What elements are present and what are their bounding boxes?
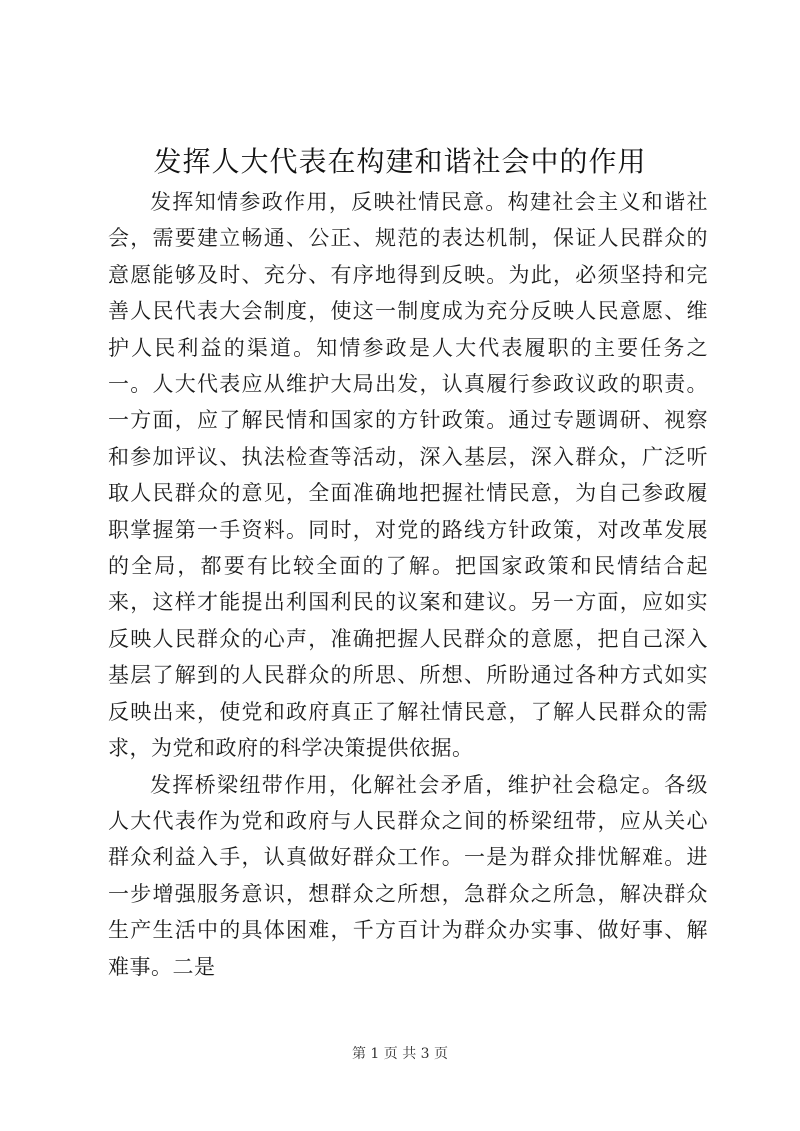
page-number-footer: 第 1 页 共 3 页 — [351, 1046, 449, 1062]
paragraph-2: 发挥桥梁纽带作用，化解社会矛盾，维护社会稳定。各级人大代表作为党和政府与人民群众之间的桥梁纽带，应从关心群众利益入手，认真做好群众工作。一是为群众排忧解难。进一步增强服务意识，想群众之所想，急群众之所急，解决群众生产生活中的具体困难，千方百计为群众办实事、做好事、解难事。二是 — [108, 772, 708, 979]
document-title: 发挥人大代表在构建和谐社会中的作用 — [153, 145, 647, 178]
document-body — [108, 184, 708, 985]
paragraph-1: 发挥知情参政作用，反映社情民意。构建社会主义和谐社会，需要建立畅通、公正、规范的表达机制，保证人民群众的意愿能够及时、充分、有序地得到反映。为此，必须坚持和完善人民代表大会制度，使这一制度成为充分反映人民意愿、维护人民利益的渠道。知情参政是人大代表履职的主要任务之一。人大代表应从维护大局出发，认真履行参政议政的职责。一方面，应了解民情和国家的方针政策。通过专题调研、视察和参加评议、执法检查等活动，深入基层，深入群众，广泛听取人民群众的意见，全面准确地把握社情民意，为自己参政履职掌握第一手资料。同时，对党的路线方针政策，对改革发展的全局，都要有比较全面的了解。把国家政策和民情结合起来，这样才能提出利国利民的议案和建议。另一方面，应如实反映人民群众的心声，准确把握人民群众的意愿，把自己深入基层了解到的人民群众的所思、所想、所盼通过各种方式如实反映出来，使党和政府真正了解社情民意，了解人民群众的需求，为党和政府的科学决策提供依据。 — [108, 190, 708, 761]
